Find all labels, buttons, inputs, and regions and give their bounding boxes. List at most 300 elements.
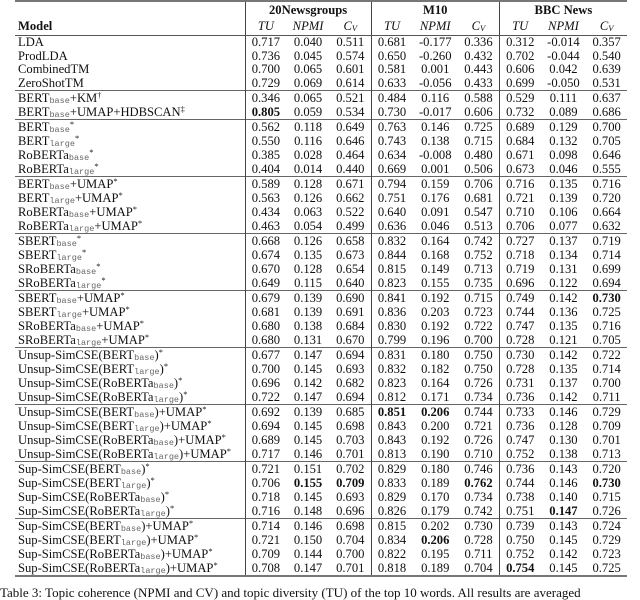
- value-cell: 0.752: [499, 447, 540, 462]
- table-row: [15, 547, 627, 561]
- value-cell: 0.725: [592, 304, 621, 319]
- value-cell: 0.463: [245, 219, 286, 234]
- value-cell: 0.065: [293, 62, 323, 77]
- value-cell: 0.708: [245, 561, 286, 576]
- table-row: [15, 533, 627, 547]
- value-cell: 0.115: [294, 275, 322, 290]
- value-cell: 0.168: [421, 247, 450, 262]
- model-name-text: ): [173, 376, 179, 391]
- model-name-cell: [15, 148, 245, 162]
- value-cell: 0.700: [245, 362, 286, 376]
- value-cell: 0.722: [245, 390, 286, 405]
- model-footnote-mark: *: [81, 247, 87, 258]
- value-cell: 0.136: [549, 304, 578, 319]
- value-cell: 0.146: [286, 519, 330, 534]
- value-cell: 0.464: [336, 147, 365, 162]
- value-cell: 0.654: [336, 261, 365, 276]
- table-row: [15, 134, 627, 148]
- value-cell: 0.640: [371, 205, 412, 219]
- value-cell: -0.056: [418, 76, 452, 91]
- value-cell: 0.149: [421, 261, 450, 276]
- value-cell: 0.511: [336, 35, 365, 50]
- model-name-cell: [15, 433, 245, 447]
- value-cell: 0.054: [293, 218, 323, 233]
- model-footnote-mark: *: [188, 518, 194, 529]
- value-cell: 0.521: [330, 91, 371, 106]
- value-cell: 0.126: [286, 234, 330, 249]
- value-cell: 0.689: [499, 120, 540, 135]
- model-size-subscript: base: [49, 110, 70, 121]
- value-cell: 0.606: [464, 104, 493, 119]
- table-row: [15, 36, 627, 50]
- model-name-cell: [15, 63, 245, 77]
- model-size-subscript: base: [56, 239, 77, 250]
- model-footnote-mark: *: [145, 461, 150, 472]
- value-cell: 0.718: [245, 490, 286, 504]
- value-cell: 0.128: [549, 418, 578, 433]
- value-cell: 0.151: [286, 462, 330, 477]
- value-cell: 0.531: [592, 76, 621, 91]
- value-cell: 0.673: [336, 247, 365, 262]
- value-cell: 0.636: [371, 219, 412, 234]
- value-cell: 0.736: [499, 462, 540, 477]
- value-cell: 0.633: [371, 77, 412, 91]
- value-cell: 0.716: [586, 177, 627, 192]
- table-row: [15, 390, 627, 405]
- model-name-cell: [15, 305, 245, 319]
- value-cell: 0.145: [293, 489, 323, 504]
- value-cell: 0.700: [336, 546, 365, 561]
- model-footnote-mark: *: [113, 176, 118, 187]
- model-name-cell: [15, 105, 245, 120]
- model-footnote-mark: *: [207, 418, 212, 429]
- model-name-cell: [15, 262, 245, 276]
- model-name-text: Unsup-SimCSE(RoBERTa: [18, 390, 154, 405]
- model-name-text: ZeroShotTM: [18, 76, 84, 91]
- value-cell: 0.077: [549, 218, 578, 233]
- value-cell: 0.145: [293, 432, 323, 447]
- value-cell: 0.711: [592, 389, 621, 404]
- value-cell: 0.739: [499, 519, 540, 534]
- value-cell: 0.670: [336, 332, 365, 347]
- value-cell: 0.736: [499, 419, 540, 433]
- model-size-subscript: base: [134, 353, 155, 364]
- value-cell: -0.260: [418, 48, 452, 63]
- value-cell: 0.001: [421, 161, 450, 176]
- value-cell: 0.704: [458, 561, 499, 576]
- value-cell: 0.731: [499, 376, 540, 390]
- value-cell: 0.499: [336, 218, 365, 233]
- model-footnote-mark: *: [202, 404, 207, 415]
- model-footnote-mark: *: [125, 304, 130, 315]
- model-name-text: +UMAP: [89, 205, 133, 220]
- model-name-text: BERT: [18, 105, 50, 120]
- value-cell: 0.694: [336, 389, 365, 404]
- value-cell: 0.851: [371, 405, 412, 420]
- value-cell: 0.742: [464, 503, 493, 518]
- value-cell: 0.833: [371, 476, 412, 490]
- value-cell: 0.826: [371, 504, 412, 519]
- value-cell: 0.823: [371, 276, 412, 291]
- value-cell: 0.823: [371, 376, 412, 390]
- model-name-text: CombinedTM: [18, 62, 90, 77]
- model-footnote-mark: *: [69, 119, 75, 130]
- model-name-text: BERT: [18, 120, 50, 135]
- value-cell: 0.805: [245, 105, 286, 120]
- table-row: [15, 120, 627, 135]
- table-row: [15, 291, 627, 306]
- value-cell: 0.701: [330, 561, 371, 576]
- model-name-cell: [15, 319, 245, 333]
- value-cell: 0.522: [336, 204, 365, 219]
- value-cell: 0.751: [371, 191, 412, 205]
- model-footnote-mark: *: [120, 290, 125, 301]
- value-cell: 0.702: [330, 462, 371, 477]
- value-cell: 0.385: [245, 148, 286, 162]
- value-cell: 0.091: [421, 204, 450, 219]
- value-cell: 0.736: [245, 50, 286, 64]
- value-cell: 0.632: [592, 218, 621, 233]
- value-cell: 0.639: [592, 62, 621, 77]
- value-cell: 0.202: [412, 519, 458, 534]
- model-name-text: SBERT: [18, 234, 57, 249]
- model-name-text: BERT: [18, 91, 50, 106]
- value-cell: 0.195: [421, 546, 450, 561]
- value-cell: 0.742: [458, 234, 499, 249]
- value-cell: 0.709: [336, 475, 365, 490]
- model-name-text: ): [165, 504, 170, 519]
- value-cell: 0.685: [330, 405, 371, 420]
- value-cell: 0.646: [592, 147, 621, 162]
- value-cell: -0.050: [547, 76, 580, 91]
- value-cell: 0.484: [371, 91, 412, 106]
- value-cell: 0.200: [421, 418, 450, 433]
- model-footnote-mark: *: [94, 161, 99, 172]
- value-cell: 0.059: [293, 104, 323, 119]
- value-cell: 0.843: [371, 419, 412, 433]
- value-cell: 0.710: [464, 446, 493, 461]
- value-cell: 0.139: [549, 190, 578, 205]
- model-size-subscript: large: [153, 452, 180, 463]
- value-cell: 0.812: [371, 390, 412, 405]
- value-cell: 0.137: [549, 375, 578, 390]
- model-footnote-mark: *: [76, 233, 82, 244]
- model-name-text: Sup-SimCSE(BERT: [18, 533, 121, 548]
- value-cell: 0.547: [464, 204, 493, 219]
- value-cell: 0.562: [245, 120, 286, 135]
- value-cell: 0.723: [592, 546, 621, 561]
- table-row: [15, 205, 627, 219]
- value-cell: 0.698: [336, 418, 365, 433]
- model-footnote-mark: *: [208, 546, 213, 557]
- model-name-text: Unsup-SimCSE(RoBERTa: [18, 447, 154, 462]
- value-cell: 0.674: [245, 248, 286, 262]
- model-name-cell: [15, 219, 245, 234]
- value-cell: 0.696: [336, 503, 365, 518]
- value-cell: 0.138: [549, 446, 578, 461]
- metric-label: NPMI: [419, 19, 451, 33]
- value-cell: 0.192: [421, 318, 450, 333]
- value-cell: 0.145: [541, 561, 587, 576]
- value-cell: 0.724: [586, 519, 627, 534]
- value-cell: 0.614: [336, 76, 365, 91]
- value-cell: 0.147: [293, 389, 323, 404]
- metric-label: NPMI: [548, 19, 579, 33]
- value-cell: 0.822: [371, 547, 412, 561]
- metric-header: [499, 18, 540, 36]
- model-name-text: +UMAP: [76, 291, 121, 306]
- model-name-cell: [15, 120, 245, 135]
- value-cell: 0.831: [371, 348, 412, 363]
- value-cell: 0.743: [371, 134, 412, 148]
- model-name-text: )+UMAP: [159, 419, 208, 434]
- value-cell: 0.693: [336, 361, 365, 376]
- table-row: [15, 319, 627, 333]
- value-cell: 0.145: [293, 418, 323, 433]
- metric-label: C: [599, 19, 609, 33]
- model-size-subscript: base: [49, 125, 70, 136]
- metric-header-row: [15, 18, 627, 36]
- model-footnote-mark: *: [74, 133, 80, 144]
- value-cell: 0.725: [458, 120, 499, 135]
- model-size-subscript: base: [75, 267, 97, 278]
- model-size-subscript: base: [56, 296, 77, 307]
- model-name-cell: [15, 362, 245, 376]
- value-cell: 0.706: [245, 476, 286, 490]
- value-cell: 0.693: [336, 489, 365, 504]
- model-footnote-mark: *: [139, 318, 144, 329]
- value-cell: 0.159: [412, 177, 458, 192]
- value-cell: 0.196: [421, 332, 450, 347]
- value-cell: 0.726: [464, 432, 493, 447]
- model-footnote-mark: *: [163, 361, 169, 372]
- model-name-text: +UMAP: [81, 305, 126, 320]
- table-row: [15, 433, 627, 447]
- value-cell: 0.664: [592, 204, 621, 219]
- value-cell: 0.142: [541, 291, 587, 306]
- metric-header: [412, 18, 458, 36]
- value-cell: 0.170: [421, 489, 450, 504]
- value-cell: 0.728: [499, 333, 540, 348]
- value-cell: 0.721: [245, 533, 286, 547]
- model-name-text: ): [141, 462, 146, 477]
- value-cell: 0.139: [286, 405, 330, 420]
- model-name-cell: [15, 77, 245, 91]
- value-cell: 0.130: [549, 432, 578, 447]
- value-cell: 0.189: [421, 475, 450, 490]
- metric-header: [541, 18, 587, 36]
- value-cell: 0.702: [499, 50, 540, 64]
- value-cell: 0.513: [464, 218, 493, 233]
- model-name-text: )+UMAP: [173, 433, 222, 448]
- value-cell: 0.646: [336, 133, 365, 148]
- model-footnote-mark: *: [137, 218, 143, 229]
- value-cell: 0.694: [592, 275, 621, 290]
- value-cell: 0.762: [464, 475, 493, 490]
- model-name-cell: [15, 276, 245, 291]
- value-cell: 0.126: [293, 190, 323, 205]
- model-name-text: BERT: [18, 191, 50, 206]
- table-row: [15, 219, 627, 234]
- table-row: [15, 276, 627, 291]
- value-cell: 0.727: [499, 234, 540, 249]
- metric-label: C: [471, 19, 481, 33]
- value-cell: 0.714: [592, 247, 621, 262]
- value-cell: 0.717: [245, 447, 286, 462]
- value-cell: 0.746: [458, 462, 499, 477]
- value-cell: 0.700: [464, 332, 493, 347]
- model-size-subscript: large: [140, 509, 166, 520]
- value-cell: 0.668: [245, 234, 286, 249]
- model-name-text: Sup-SimCSE(RoBERTa: [18, 504, 141, 519]
- value-cell: 0.722: [586, 348, 627, 363]
- value-cell: 0.726: [464, 375, 493, 390]
- value-cell: 0.715: [458, 291, 499, 306]
- value-cell: 0.129: [541, 120, 587, 135]
- metric-header: [245, 18, 286, 36]
- model-footnote-mark: *: [178, 375, 183, 386]
- value-cell: 0.709: [592, 418, 621, 433]
- value-cell: 0.729: [592, 532, 621, 547]
- table-row: [15, 162, 627, 177]
- model-size-subscript: base: [49, 182, 70, 193]
- value-cell: 0.176: [421, 190, 450, 205]
- value-cell: 0.729: [245, 77, 286, 91]
- model-name-text: Sup-SimCSE(RoBERTa: [18, 490, 141, 505]
- value-cell: 0.700: [586, 120, 627, 135]
- metric-header: [330, 18, 371, 36]
- value-cell: 0.634: [371, 148, 412, 162]
- metric-label: NPMI: [292, 19, 324, 33]
- value-cell: 0.640: [336, 275, 365, 290]
- model-name-cell: [15, 36, 245, 50]
- model-name-text: BERT: [18, 134, 50, 149]
- value-cell: 0.121: [549, 332, 578, 347]
- value-cell: 0.680: [245, 333, 286, 348]
- value-cell: 0.206: [421, 532, 450, 547]
- value-cell: 0.434: [245, 205, 286, 219]
- model-size-subscript: large: [75, 338, 102, 349]
- table-row: [15, 504, 627, 519]
- model-name-text: LDA: [18, 35, 44, 50]
- model-name-cell: [15, 333, 245, 348]
- model-name-text: )+UMAP: [179, 447, 227, 462]
- model-name-text: +UMAP: [101, 333, 145, 348]
- model-name-cell: [15, 490, 245, 504]
- model-name-cell: [15, 419, 245, 433]
- metric-header: [286, 18, 330, 36]
- table-row: [15, 405, 627, 420]
- value-cell: 0.146: [541, 405, 587, 420]
- value-cell: 0.830: [371, 319, 412, 333]
- value-cell: 0.714: [592, 361, 621, 376]
- value-cell: 0.140: [549, 489, 578, 504]
- model-name-text: BERT: [18, 177, 50, 192]
- table-row: [15, 191, 627, 205]
- value-cell: 0.180: [412, 348, 458, 363]
- model-name-text: Unsup-SimCSE(RoBERTa: [18, 376, 154, 391]
- value-cell: 0.147: [286, 348, 330, 363]
- table-row: [15, 376, 627, 390]
- value-cell: 0.480: [464, 147, 493, 162]
- table-row: [15, 419, 627, 433]
- model-name-text: Unsup-SimCSE(BERT: [18, 348, 135, 363]
- model-size-subscript: large: [140, 566, 166, 577]
- value-cell: 0.726: [592, 503, 621, 518]
- value-cell: 0.671: [330, 177, 371, 192]
- model-column-header: Model: [15, 18, 245, 36]
- value-cell: 0.747: [499, 319, 540, 333]
- value-cell: 0.182: [421, 361, 450, 376]
- value-cell: 0.832: [371, 234, 412, 249]
- value-cell: 0.686: [592, 104, 621, 119]
- value-cell: 0.128: [286, 177, 330, 192]
- value-cell: 0.794: [371, 177, 412, 192]
- table-row: [15, 148, 627, 162]
- model-size-subscript: large: [56, 310, 82, 321]
- model-size-subscript: large: [120, 538, 147, 549]
- model-size-subscript: large: [56, 253, 82, 264]
- model-name-cell: [15, 191, 245, 205]
- value-cell: 0.715: [592, 489, 621, 504]
- value-cell: 0.142: [549, 546, 578, 561]
- table-row: [15, 50, 627, 64]
- value-cell: 0.138: [293, 318, 323, 333]
- value-cell: 0.581: [371, 63, 412, 77]
- value-cell: 0.589: [245, 177, 286, 192]
- table-row: [15, 476, 627, 490]
- value-cell: 0.098: [549, 147, 578, 162]
- model-name-cell: [15, 248, 245, 262]
- value-cell: -0.008: [418, 147, 452, 162]
- value-cell: 0.142: [541, 348, 587, 363]
- table-row: [15, 262, 627, 276]
- model-name-text: RoBERTa: [18, 219, 69, 234]
- model-name-cell: [15, 462, 245, 477]
- model-name-cell: [15, 519, 245, 534]
- model-name-text: ): [179, 390, 184, 405]
- table-row: [15, 305, 627, 319]
- model-name-text: RoBERTa: [18, 205, 69, 220]
- value-cell: 0.046: [549, 161, 578, 176]
- value-cell: 0.730: [458, 519, 499, 534]
- value-cell: 0.690: [330, 291, 371, 306]
- value-cell: 0.143: [541, 519, 587, 534]
- table-body: [15, 36, 627, 577]
- value-cell: 0.128: [293, 261, 323, 276]
- value-cell: 0.836: [371, 305, 412, 319]
- model-name-text: ): [146, 476, 151, 491]
- value-cell: 0.506: [464, 161, 493, 176]
- value-cell: 0.729: [586, 405, 627, 420]
- model-footnote-mark: ‡: [180, 104, 185, 115]
- value-cell: 0.658: [330, 234, 371, 249]
- value-cell: 0.681: [245, 305, 286, 319]
- model-size-subscript: base: [68, 153, 90, 164]
- model-name-cell: [15, 50, 245, 64]
- value-cell: 0.843: [371, 433, 412, 447]
- model-name-text: )+UMAP: [160, 547, 209, 562]
- table-row: [15, 519, 627, 534]
- model-footnote-mark: *: [101, 275, 106, 286]
- results-table: [15, 0, 627, 577]
- value-cell: 0.649: [245, 276, 286, 291]
- value-cell: 0.069: [293, 76, 323, 91]
- value-cell: 0.813: [371, 447, 412, 462]
- value-cell: 0.718: [499, 248, 540, 262]
- value-cell: 0.669: [371, 162, 412, 177]
- value-cell: 0.829: [371, 462, 412, 477]
